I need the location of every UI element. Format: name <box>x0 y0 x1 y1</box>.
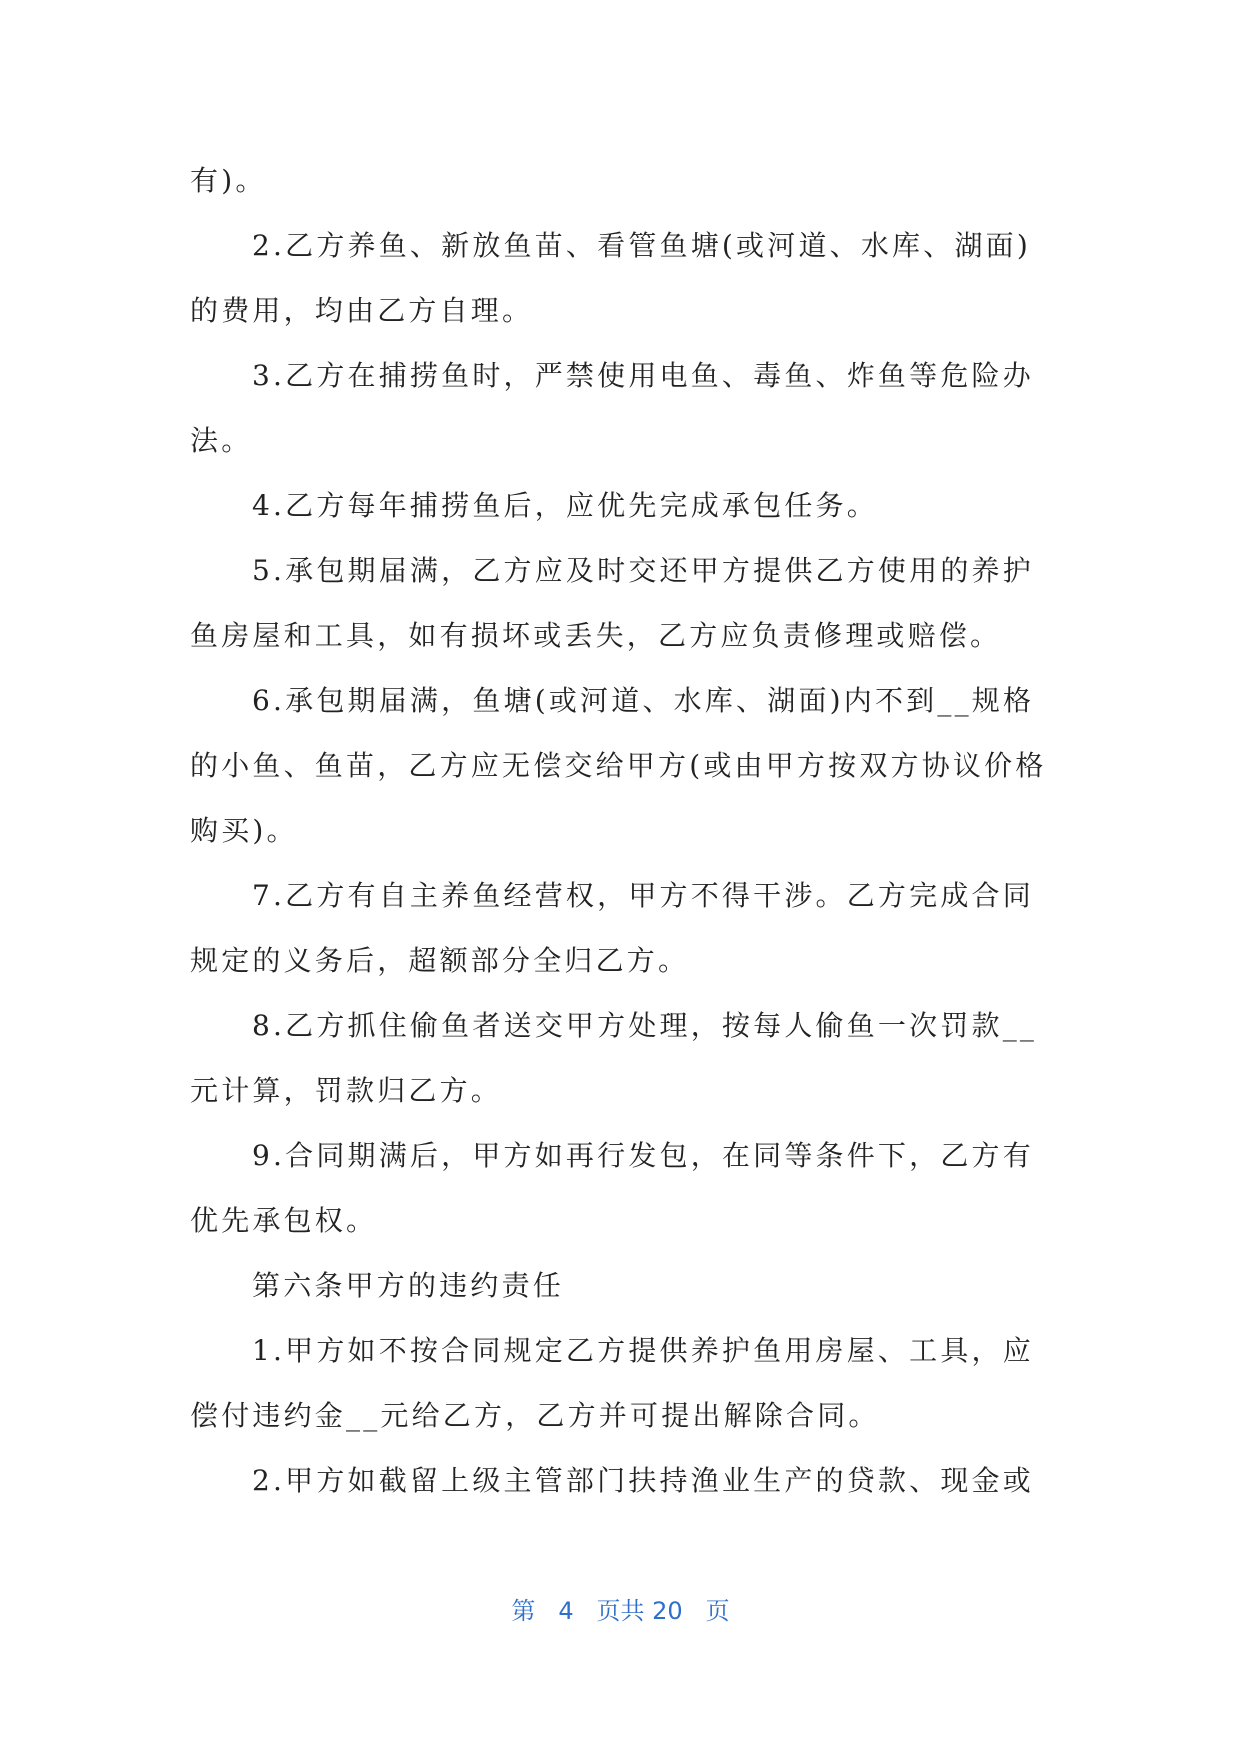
paragraph-item-6: 6.承包期届满，鱼塘(或河道、水库、湖面)内不到__规格的小鱼、鱼苗，乙方应无偿交给甲方(或由甲方按双方协议价格购买)。 <box>190 684 1047 847</box>
paragraph-item-8: 8.乙方抓住偷鱼者送交甲方处理，按每人偷鱼一次罚款__元计算，罚款归乙方。 <box>190 1009 1038 1107</box>
footer-middle: 页共 <box>596 1597 645 1625</box>
total-pages-number: 20 <box>652 1597 683 1625</box>
paragraph-item-3: 3.乙方在捕捞鱼时，严禁使用电鱼、毒鱼、炸鱼等危险办法。 <box>190 359 1034 457</box>
page-footer <box>0 1591 1241 1626</box>
current-page-number: 4 <box>558 1597 574 1625</box>
paragraph-item-4: 4.乙方每年捕捞鱼后，应优先完成承包任务。 <box>252 489 878 522</box>
paragraph-item-2: 2.乙方养鱼、新放鱼苗、看管鱼塘(或河道、水库、湖面)的费用，均由乙方自理。 <box>190 229 1031 327</box>
document-body <box>190 148 1050 1513</box>
footer-suffix: 页 <box>705 1597 730 1625</box>
footer-prefix: 第 <box>511 1597 536 1625</box>
paragraph-section-item-2: 2.甲方如截留上级主管部门扶持渔业生产的贷款、现金或 <box>252 1464 1034 1497</box>
paragraph-continuation: 有)。 <box>190 164 267 197</box>
paragraph-item-5: 5.承包期届满，乙方应及时交还甲方提供乙方使用的养护鱼房屋和工具，如有损坏或丢失，乙方应负责修理或赔偿。 <box>190 554 1034 652</box>
section-heading: 第六条甲方的违约责任 <box>252 1269 565 1302</box>
paragraph-item-7: 7.乙方有自主养鱼经营权，甲方不得干涉。乙方完成合同规定的义务后，超额部分全归乙方。 <box>190 879 1034 977</box>
paragraph-section-item-1: 1.甲方如不按合同规定乙方提供养护鱼用房屋、工具，应偿付违约金__元给乙方，乙方并可提出解除合同。 <box>190 1334 1034 1432</box>
paragraph-item-9: 9.合同期满后，甲方如再行发包，在同等条件下，乙方有优先承包权。 <box>190 1139 1034 1237</box>
